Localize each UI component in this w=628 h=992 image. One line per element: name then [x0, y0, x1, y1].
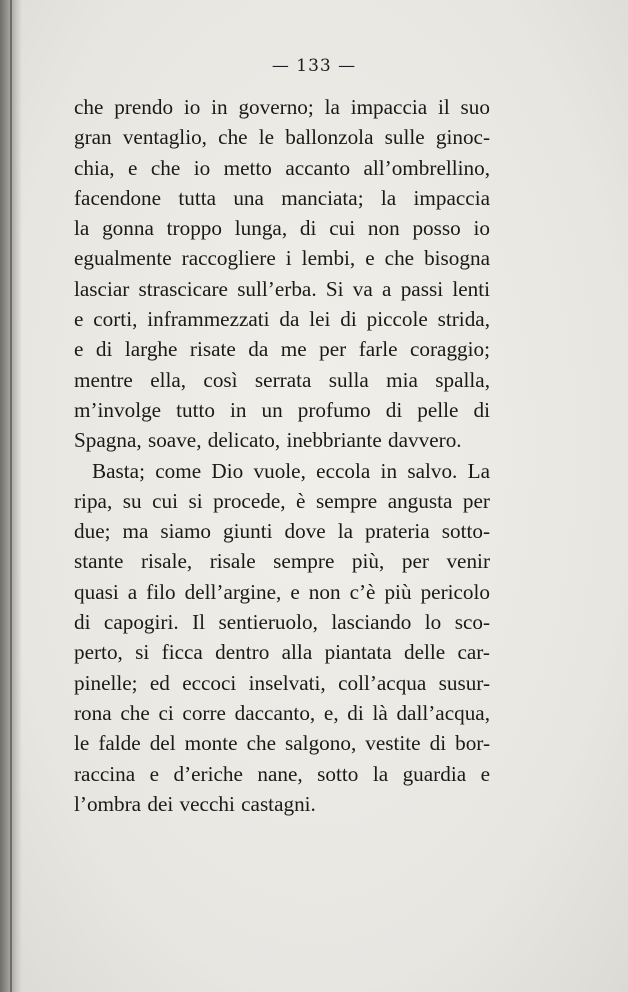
- text-line: gran ventaglio, che le ballonzola sulle ginoc-: [74, 125, 490, 150]
- body-text: [74, 92, 490, 819]
- text-line: egualmente raccogliere i lembi, e che bisogna: [74, 246, 490, 271]
- text-line: perto, si ficca dentro alla piantata delle car-: [74, 640, 490, 665]
- text-line: mentre ella, così serrata sulla mia spalla,: [74, 367, 490, 392]
- text-line: ripa, su cui si procede, è sempre angusta per: [74, 488, 490, 513]
- text-line: pinelle; ed eccoci inselvati, coll’acqua susur-: [74, 670, 490, 695]
- text-line: m’involge tutto in un profumo di pelle di: [74, 397, 490, 422]
- page-number: — 133 —: [271, 56, 357, 76]
- text-line: di capogiri. Il sentieruolo, lasciando lo sco-: [74, 610, 490, 635]
- text-line: le falde del monte che salgono, vestite di bor-: [74, 731, 490, 756]
- text-line: stante risale, risale sempre più, per venir: [74, 549, 490, 574]
- text-line: lasciar strascicare sull’erba. Si va a passi lenti: [74, 276, 490, 301]
- text-line: e corti, inframmezzati da lei di piccole strida,: [74, 307, 490, 332]
- text-line: che prendo io in governo; la impaccia il suo: [74, 95, 490, 119]
- text-line: rona che ci corre daccanto, e, di là dall’acqua,: [74, 700, 490, 725]
- text-line: facendone tutta una manciata; la impaccia: [74, 185, 490, 210]
- text-line: e di larghe risate da me per farle coraggio;: [74, 337, 490, 362]
- text-line: raccina e d’eriche nane, sotto la guardia e: [74, 761, 490, 786]
- text-line: Spagna, soave, delicato, inebbriante davvero.: [74, 428, 462, 453]
- text-line: chia, e che io metto accanto all’ombrellino,: [74, 155, 490, 180]
- text-line: l’ombra dei vecchi castagni.: [74, 791, 316, 816]
- text-line: due; ma siamo giunti dove la prateria sotto-: [74, 519, 490, 544]
- text-line: la gonna troppo lunga, di cui non posso io: [74, 216, 490, 241]
- text-line: Basta; come Dio vuole, eccola in salvo. La: [92, 458, 490, 483]
- text-line: quasi a filo dell’argine, e non c’è più pericolo: [74, 579, 490, 604]
- binding-edge: [10, 0, 12, 992]
